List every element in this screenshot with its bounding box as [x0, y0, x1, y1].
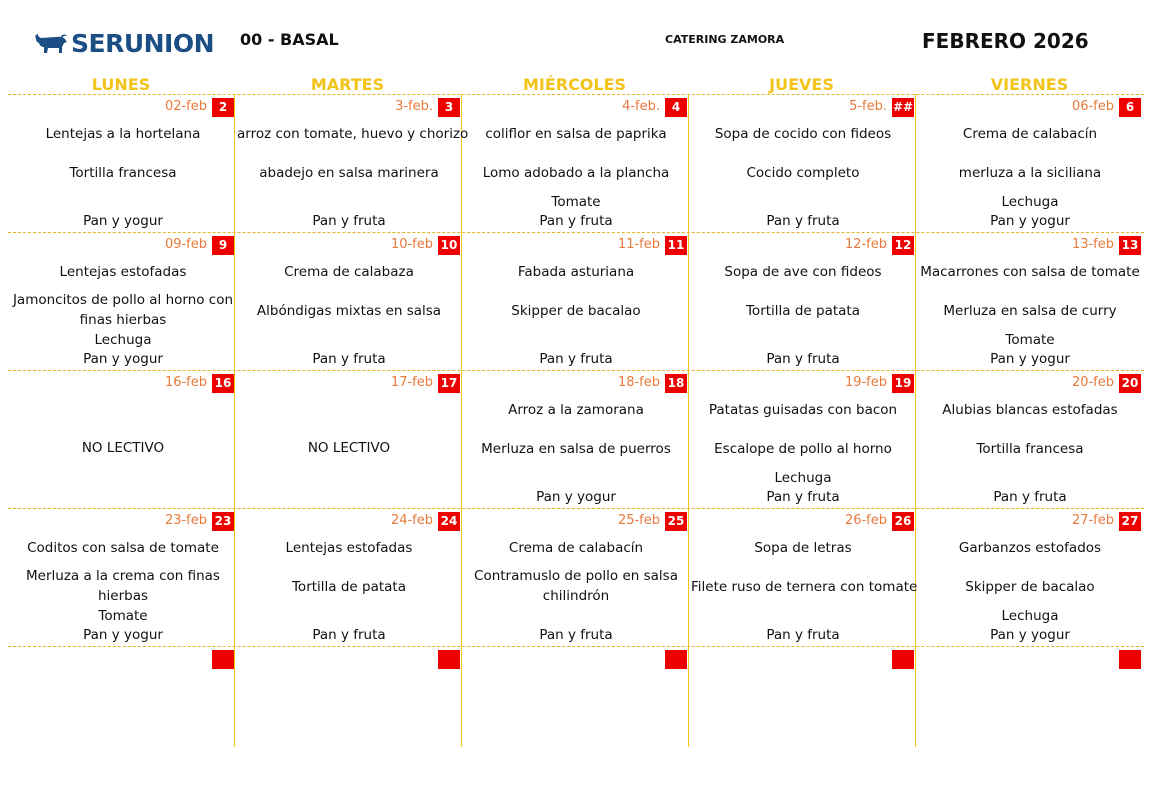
first-course: Arroz a la zamorana [508, 402, 644, 418]
dessert: Pan y fruta [993, 489, 1067, 505]
dessert: Pan y yogur [990, 213, 1070, 229]
side-dish: Lechuga [1001, 194, 1059, 210]
day-cell-thursday [689, 233, 917, 371]
side-dish: Tomate [1005, 332, 1055, 348]
day-number-badge: 17 [438, 374, 460, 393]
day-date: 10-feb [390, 237, 433, 252]
first-course: Alubias blancas estofadas [942, 402, 1118, 418]
first-course: Fabada asturiana [517, 264, 635, 280]
first-course: Crema de calabaza [284, 264, 414, 280]
first-course: Lentejas estofadas [59, 264, 187, 280]
dessert: Pan y yogur [83, 351, 163, 367]
second-course: Skipper de bacalao [511, 303, 641, 319]
day-date: 27-feb [1071, 513, 1114, 528]
first-course: Crema de calabacín [962, 126, 1098, 142]
day-date: 19-feb [844, 375, 887, 390]
day-number-badge: 26 [892, 512, 914, 531]
day-number-badge: 6 [1119, 98, 1141, 117]
day-header-tuesday: MARTES [310, 75, 385, 94]
second-course: Cocido completo [746, 165, 860, 181]
day-number-badge: 18 [665, 374, 687, 393]
second-course: Albóndigas mixtas en salsa [256, 303, 442, 319]
dessert: Pan y fruta [312, 213, 386, 229]
day-cell-friday [916, 95, 1144, 233]
day-date: 3-feb. [395, 99, 433, 114]
page-header [0, 0, 1164, 70]
day-date: 18-feb [617, 375, 660, 390]
logo-text: SERUNION [71, 29, 215, 58]
second-course: Skipper de bacalao [965, 579, 1095, 595]
day-date: 06-feb [1071, 99, 1114, 114]
day-cell-monday [9, 233, 237, 371]
day-date: 16-feb [164, 375, 207, 390]
day-number-badge: 25 [665, 512, 687, 531]
first-course: Sopa de ave con fideos [724, 264, 882, 280]
day-number-badge [1119, 650, 1141, 669]
day-date: 26-feb [844, 513, 887, 528]
day-cell-wednesday [462, 509, 690, 647]
day-cell-thursday [689, 371, 917, 509]
day-number-badge: 9 [212, 236, 234, 255]
month-title: FEBRERO 2026 [922, 29, 1089, 53]
second-course: Contramuslo de pollo en salsa chilindrón [474, 568, 678, 604]
day-date: 5-feb. [849, 99, 887, 114]
day-number-badge [212, 650, 234, 669]
day-cell-monday [9, 95, 237, 233]
day-number-badge: ## [892, 98, 914, 117]
day-date: 13-feb [1071, 237, 1114, 252]
dessert: Pan y fruta [539, 213, 613, 229]
dessert: Pan y fruta [766, 627, 840, 643]
second-course: Tortilla de patata [745, 303, 860, 319]
day-cell-wednesday [462, 371, 690, 509]
side-dish: Tomate [98, 608, 148, 624]
catering-name: CATERING ZAMORA [665, 33, 785, 46]
bull-icon [34, 33, 68, 55]
day-number-badge [665, 650, 687, 669]
day-date: 09-feb [164, 237, 207, 252]
dessert: Pan y fruta [539, 351, 613, 367]
day-number-badge [892, 650, 914, 669]
day-date: 17-feb [390, 375, 433, 390]
day-cell-friday [916, 509, 1144, 647]
day-date: 24-feb [390, 513, 433, 528]
day-cell-wednesday [462, 95, 690, 233]
no-school-day-label: NO LECTIVO [307, 440, 391, 456]
day-number-badge [438, 650, 460, 669]
day-cell-wednesday [462, 233, 690, 371]
first-course: Coditos con salsa de tomate [27, 540, 219, 556]
day-number-badge: 10 [438, 236, 460, 255]
no-school-day-label: NO LECTIVO [81, 440, 165, 456]
second-course: Merluza a la crema con finas hierbas [26, 568, 220, 604]
day-number-badge: 11 [665, 236, 687, 255]
day-cell-friday [916, 233, 1144, 371]
second-course: Merluza en salsa de curry [943, 303, 1117, 319]
day-header-wednesday: MIÉRCOLES [522, 75, 627, 94]
day-date: 20-feb [1071, 375, 1114, 390]
day-header-friday: VIERNES [990, 75, 1069, 94]
day-date: 12-feb [844, 237, 887, 252]
day-number-badge: 13 [1119, 236, 1141, 255]
first-course: Macarrones con salsa de tomate [920, 264, 1140, 280]
day-number-badge: 2 [212, 98, 234, 117]
second-course: Jamoncitos de pollo al horno con finas hierbas [12, 292, 234, 328]
day-cell-thursday [689, 509, 917, 647]
second-course: Tortilla francesa [69, 165, 177, 181]
day-number-badge: 3 [438, 98, 460, 117]
day-number-badge: 24 [438, 512, 460, 531]
day-date: 02-feb [164, 99, 207, 114]
first-course: Garbanzos estofados [958, 540, 1102, 556]
day-number-badge: 12 [892, 236, 914, 255]
serunion-logo [34, 28, 214, 60]
dessert: Pan y yogur [83, 627, 163, 643]
second-course: Lomo adobado a la plancha [482, 165, 670, 181]
dessert: Pan y fruta [766, 351, 840, 367]
second-course: abadejo en salsa marinera [259, 165, 439, 181]
day-date: 4-feb. [622, 99, 660, 114]
dessert: Pan y fruta [539, 627, 613, 643]
day-cell-tuesday [235, 647, 463, 785]
second-course: merluza a la siciliana [958, 165, 1102, 181]
first-course: arroz con tomate, huevo y chorizo [237, 126, 469, 142]
day-number-badge: 16 [212, 374, 234, 393]
dessert: Pan y fruta [312, 627, 386, 643]
first-course: Patatas guisadas con bacon [708, 402, 898, 418]
day-cell-thursday [689, 95, 917, 233]
day-date: 11-feb [617, 237, 660, 252]
day-cell-tuesday [235, 371, 463, 509]
first-course: Lentejas estofadas [285, 540, 413, 556]
day-cell-friday [916, 647, 1144, 785]
second-course: Escalope de pollo al horno [714, 441, 892, 457]
day-cell-thursday [689, 647, 917, 785]
day-number-badge: 19 [892, 374, 914, 393]
dessert: Pan y yogur [990, 627, 1070, 643]
day-date: 25-feb [617, 513, 660, 528]
day-cell-tuesday [235, 95, 469, 233]
day-cell-wednesday [462, 647, 690, 785]
side-dish: Lechuga [774, 470, 832, 486]
second-course: Filete ruso de ternera con tomate [691, 579, 918, 595]
menu-calendar [8, 74, 1144, 747]
day-cell-monday [9, 647, 237, 785]
day-header-monday: LUNES [91, 75, 151, 94]
day-cell-tuesday [235, 509, 463, 647]
first-course: Crema de calabacín [508, 540, 644, 556]
first-course: Lentejas a la hortelana [45, 126, 201, 142]
day-cell-monday [9, 509, 237, 647]
side-dish: Lechuga [94, 332, 152, 348]
second-course: Tortilla francesa [976, 441, 1084, 457]
dessert: Pan y yogur [990, 351, 1070, 367]
day-number-badge: 20 [1119, 374, 1141, 393]
first-course: coliflor en salsa de paprika [485, 126, 667, 142]
second-course: Tortilla de patata [291, 579, 406, 595]
day-number-badge: 27 [1119, 512, 1141, 531]
first-course: Sopa de cocido con fideos [714, 126, 892, 142]
first-course: Sopa de letras [754, 540, 852, 556]
side-dish: Lechuga [1001, 608, 1059, 624]
dessert: Pan y fruta [766, 489, 840, 505]
dessert: Pan y fruta [766, 213, 840, 229]
day-number-badge: 4 [665, 98, 687, 117]
day-cell-tuesday [235, 233, 463, 371]
side-dish: Tomate [551, 194, 601, 210]
dessert: Pan y fruta [312, 351, 386, 367]
day-header-thursday: JUEVES [769, 75, 834, 94]
day-cell-friday [916, 371, 1144, 509]
dessert: Pan y yogur [83, 213, 163, 229]
second-course: Merluza en salsa de puerros [481, 441, 671, 457]
day-number-badge: 23 [212, 512, 234, 531]
day-cell-monday [9, 371, 237, 509]
dessert: Pan y yogur [536, 489, 616, 505]
day-date: 23-feb [164, 513, 207, 528]
menu-title: 00 - BASAL [240, 30, 339, 49]
